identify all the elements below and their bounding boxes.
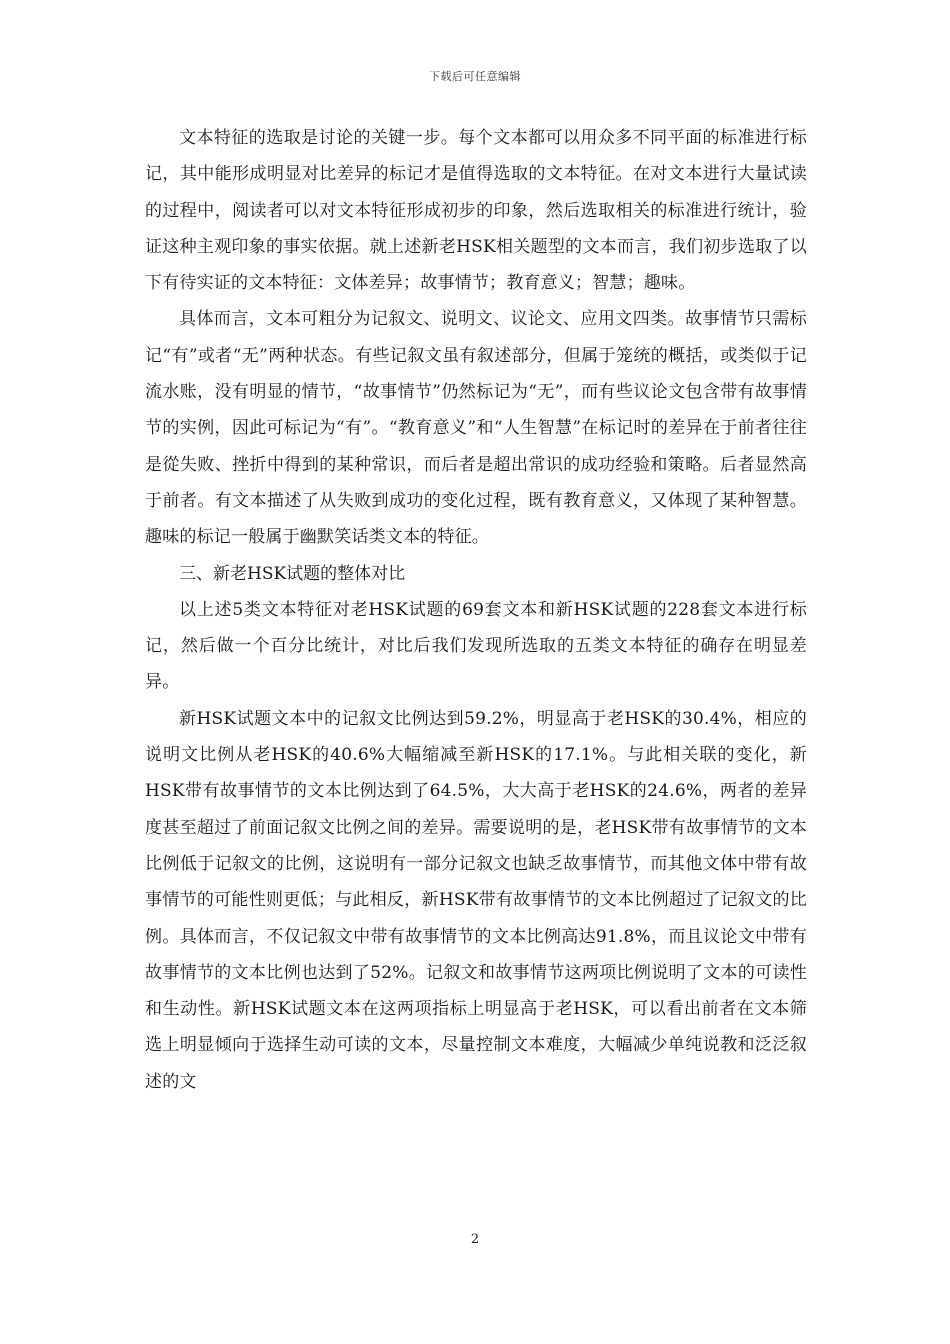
page-header: 下载后可任意编辑 bbox=[429, 70, 521, 83]
document-body bbox=[145, 120, 807, 1100]
section-heading: 三、新老HSK试题的整体对比 bbox=[179, 563, 406, 584]
paragraph-classification: 具体而言，文本可粗分为记叙文、说明文、议论文、应用文四类。故事情节只需标记“有”或者“无”两种状态。有些记叙文虽有叙述部分，但属于笼统的概括，或类似于记流水账，没有明显的情节，“故事情节”仍然标记为“无”，而有些议论文包含带有故事情节的实例，因此可标记为“有”。“教育意义”和“人生智慧”在标记时的差异在于前者往往是從失败、挫折中得到的某种常识，而后者是超出常识的成功经验和策略。后者显然高于前者。有文本描述了从失败到成功的变化过程，既有教育意义，又体现了某种智慧。趣味的标记一般属于幽默笑话类文本的特征。 bbox=[145, 309, 807, 548]
paragraph-marking-method: 以上述5类文本特征对老HSK试题的69套文本和新HSK试题的228套文本进行标记，然后做一个百分比统计，对比后我们发现所选取的五类文本特征的确存在明显差异。 bbox=[145, 599, 807, 693]
page-number: 2 bbox=[470, 1232, 480, 1247]
paragraph-text-features: 文本特征的选取是讨论的关键一步。每个文本都可以用众多不同平面的标准进行标记，其中能形成明显对比差异的标记才是值得选取的文本特征。在对文本进行大量试读的过程中，阅读者可以对文本特征形成初步的印象，然后选取相关的标准进行统计，验证这种主观印象的事实依据。就上述新老HSK相关题型的文本而言，我们初步选取了以下有待实证的文本特征：文体差异；故事情节；教育意义；智慧；趣味。 bbox=[145, 128, 807, 294]
paragraph-statistics: 新HSK试题文本中的记叙文比例达到59.2%，明显高于老HSK的30.4%，相应的说明文比例从老HSK的40.6%大幅缩减至新HSK的17.1%。与此相关联的变化，新HSK带有故事情节的文本比例达到了64.5%，大大高于老HSK的24.6%，两者的差异度甚至超过了前面记叙文比例之间的差异。需要说明的是，老HSK带有故事情节的文本比例低于记叙文的比例，这说明有一部分记叙文也缺乏故事情节，而其他文体中带有故事情节的可能性则更低；与此相反，新HSK带有故事情节的文本比例超过了记叙文的比例。具体而言，不仅记叙文中带有故事情节的文本比例高达91.8%，而且议论文中带有故事情节的文本比例也达到了52%。记叙文和故事情节这两项比例说明了文本的可读性和生动性。新HSK试题文本在这两项指标上明显高于老HSK，可以看出前者在文本筛选上明显倾向于选择生动可读的文本，尽量控制文本难度，大幅减少单纯说教和泛泛叙述的文 bbox=[145, 708, 807, 1092]
